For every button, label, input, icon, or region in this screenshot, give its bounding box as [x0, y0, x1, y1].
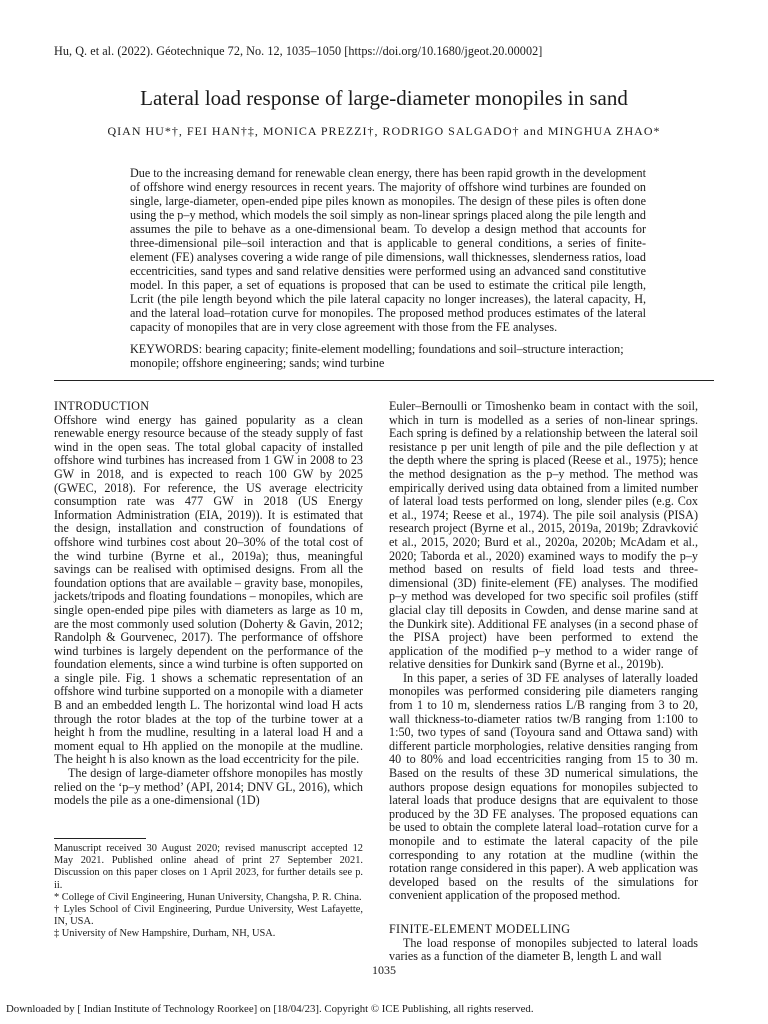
download-notice: Downloaded by [ Indian Institute of Technology Roorkee] on [18/04/23]. Copyright © ICE Publishing, all rights reserved.: [6, 1003, 534, 1015]
keywords: KEYWORDS: bearing capacity; finite-element modelling; foundations and soil–structure interaction; monopile; offshore engineering; sands; wind turbine: [130, 342, 624, 370]
author-list: QIAN HU*†, FEI HAN†‡, MONICA PREZZI†, RODRIGO SALGADO† and MINGHUA ZHAO*: [107, 124, 661, 138]
footnotes: [54, 843, 363, 941]
paper-title: Lateral load response of large-diameter monopiles in sand: [140, 86, 628, 110]
fe-paragraph-1: The load response of monopiles subjected to lateral loads varies as a function of the diameter B, length L and wall: [389, 935, 698, 964]
page-number: 1035: [372, 963, 396, 977]
footnote-affiliation-unh: ‡ University of New Hampshire, Durham, NH, USA.: [54, 928, 276, 940]
right-column: [389, 400, 698, 964]
section-heading-introduction: INTRODUCTION: [54, 399, 150, 413]
right-paragraph-1: Euler–Bernoulli or Timoshenko beam in contact with the soil, which in turn is modelled as a series of non-linear springs. Each spring is defined by a relationship between the lateral soil resistance p per unit length of pile and the pile deflection y at the depth where the spring is placed (Reese et al., 1975); hence the method designation as the p–y method. The method was empirically derived using data obtained from a limited number of lateral load tests performed on long, slender piles (e.g. Cox et al., 1974; Reese et al., 1974). The pile soil analysis (PISA) research project (Byrne et al., 2015, 2019a, 2019b; Zdravković et al., 2015, 2020; Burd et al., 2020a, 2020b; McAdam et al., 2020; Taborda et al., 2020) examined ways to modify the p–y method based on results of field load tests and three-dimensional (3D) finite-element (FE) analyses. The modified p–y method was developed for two specific soil profiles (stiff glacial clay till deposits in Cowden, and dense marine sand at the Dunkirk site). Additional FE analyses (in a second phase of the PISA project) have been performed to extend the application of the modified p–y method to a wider range of relative densities for Dunkirk sand (Byrne et al., 2019b).: [389, 399, 698, 672]
footnote-divider: [54, 838, 146, 839]
footnote-manuscript: Manuscript received 30 August 2020; revised manuscript accepted 12 May 2021. Published online ahead of print 27 September 2021. Discussion on this paper closes on 1 April 2023, for further details see p. ii.: [54, 843, 363, 891]
footnote-affiliation-purdue: † Lyles School of Civil Engineering, Purdue University, West Lafayette, IN, USA.: [54, 904, 363, 928]
section-heading-fe-modelling: FINITE-ELEMENT MODELLING: [389, 921, 571, 936]
abstract: Due to the increasing demand for renewable clean energy, there has been rapid growth in the development of offshore wind energy resources in recent years. The majority of offshore wind turbines are founded on single, large-diameter, open-ended pipe piles known as monopiles. The design of these piles is often done using the p–y method, which models the soil simply as non-linear springs placed along the pile length and assumes the pile to behave as a one-dimensional beam. To develop a design method that accounts for three-dimensional pile–soil interaction and that is applicable to general conditions, a series of finite-element (FE) analyses covering a wide range of pile dimensions, wall thicknesses, slenderness ratios, load eccentricities, sand types and sand relative densities were performed using an advanced sand constitutive model. In this paper, a set of equations is proposed that can be used to estimate the critical pile length, Lcrit (the pile length beyond which the pile lateral capacity no longer increases), the lateral capacity, H, and the lateral load–rotation curve for monopiles. The proposed method produces estimates of the lateral capacity of monopiles that are in very close agreement with those from the FE analyses.: [130, 166, 646, 334]
left-column: [54, 400, 363, 808]
intro-paragraph-1: Offshore wind energy has gained popularity as a clean renewable energy resource because of the steady supply of fast wind in the open seas. The total global capacity of installed offshore wind turbines has increased from 1 GW in 2008 to 23 GW in 2018, and is expected to reach 100 GW by 2025 (GWEC, 2018). For reference, the US average electricity consumption rate was 477 GW in 2018 (US Energy Information Administration (EIA, 2019)). It is estimated that the design, installation and construction of foundations of offshore wind turbines cost about 20–30% of the total cost of the wind turbine (Byrne et al., 2019a); thus, meaningful savings can be realised with optimised designs. From all the foundation options that are available – gravity base, monopiles, jackets/tripods and floating foundations – monopiles, which are single open-ended pipe piles with diameters as large as 10 m, are the most commonly used solution (Doherty & Gavin, 2012; Randolph & Gourvenec, 2017). The performance of offshore wind turbines is largely dependent on the performance of the foundation elements, since a wind turbine is often supported on a single pile. Fig. 1 shows a schematic representation of an offshore wind turbine supported on a monopile with a diameter B and an embedded length L. The horizontal wind load H acts through the rotor blades at the top of the turbine tower at a height h from the mudline, resulting in a lateral load H and a moment equal to Hh applied on the monopile at the mudline. The height h is also known as the load eccentricity for the pile.: [54, 412, 363, 767]
right-paragraph-2: In this paper, a series of 3D FE analyses of laterally loaded monopiles was performed considering pile diameters ranging from 1 to 10 m, slenderness ratios L/B ranging from 3 to 20, wall thickness-to-diameter ratios tw/B ranging from 1:100 to 1:50, two types of sand (Toyoura sand and Ottawa sand) with different particle morphologies, relative densities ranging from 40 to 80% and load eccentricities ranging from 15 to 30 m. Based on the results of these 3D numerical simulations, the authors propose design equations for monopiles subjected to lateral loads that produce designs that are equivalent to those produced by the 3D FE analyses. The proposed equations can be used to obtain the complete lateral load–rotation curve for a monopile and to estimate the lateral capacity of the pile corresponding to any rotation at the mudline (within the rotation range considered in this paper). A web application was developed based on the results of the simulations for convenient application of the proposed method.: [389, 670, 698, 903]
header-divider: [54, 380, 714, 381]
intro-paragraph-2: The design of large-diameter offshore monopiles has mostly relied on the ‘p–y method’ (API, 2014; DNV GL, 2016), which models the pile as a one-dimensional (1D): [54, 766, 363, 808]
citation-line: Hu, Q. et al. (2022). Géotechnique 72, No. 12, 1035–1050 [https://doi.org/10.1680/jgeot.20.00002]: [54, 44, 543, 58]
footnote-affiliation-hunan: * College of Civil Engineering, Hunan University, Changsha, P. R. China.: [54, 891, 362, 903]
